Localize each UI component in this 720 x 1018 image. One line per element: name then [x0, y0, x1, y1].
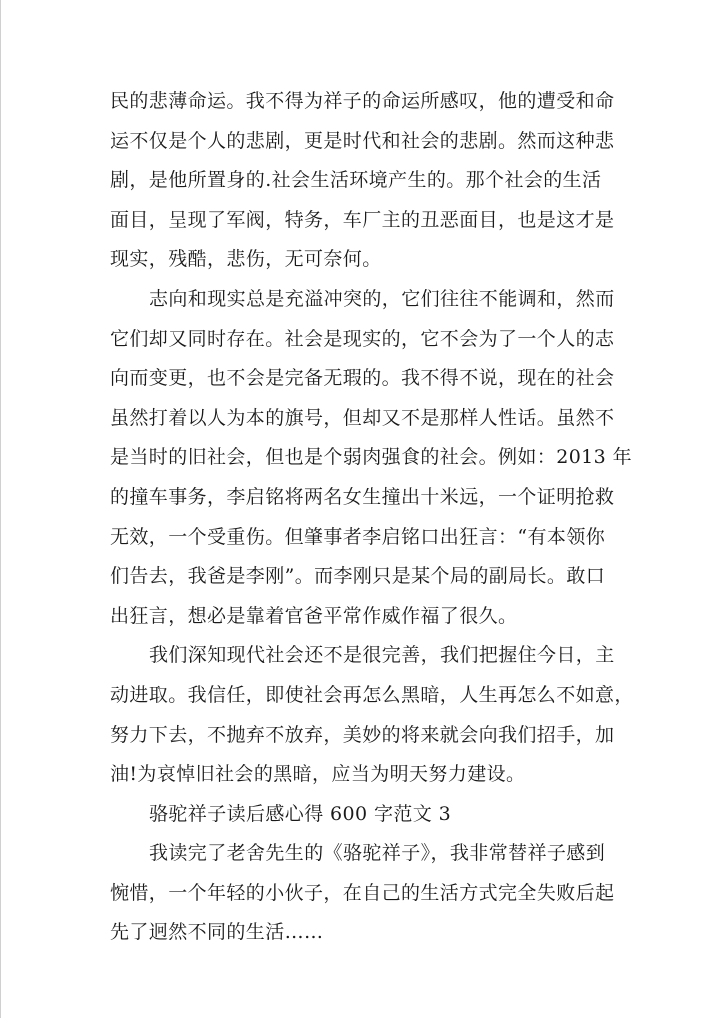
text-line: 先了迥然不同的生活…… [110, 921, 324, 944]
text-line: 油!为哀悼旧社会的黑暗，应当为明天努力建设。 [110, 763, 526, 786]
text-line: 是当时的旧社会，但也是个弱肉强食的社会。例如：2013 年 [110, 446, 632, 469]
paragraph-start-line: 我读完了老舍先生的《骆驼祥子》，我非常替祥子感到 [149, 842, 606, 865]
text-line: 出狂言，想必是靠着官爸平常作威作福了很久。 [110, 604, 518, 627]
text-line: 虽然打着以人为本的旗号，但却又不是那样人性话。虽然不 [110, 406, 615, 429]
text-line: 剧，是他所置身的.社会生活环境产生的。那个社会的生活 [110, 169, 602, 192]
paragraph-start-line: 志向和现实总是充溢冲突的，它们往往不能调和，然而 [149, 287, 615, 310]
text-line: 运不仅是个人的悲剧，更是时代和社会的悲剧。然而这种悲 [110, 129, 615, 152]
text-line: 它们却又同时存在。社会是现实的，它不会为了一个人的志 [110, 327, 615, 350]
text-line: 无效，一个受重伤。但肇事者李启铭口出狂言：“有本领你 [110, 525, 606, 548]
document-body [110, 82, 634, 953]
text-line: 动进取。我信任，即使社会再怎么黑暗，人生再怎么不如意， [110, 683, 634, 706]
text-line: 现实，残酷，悲伤，无可奈何。 [110, 248, 382, 271]
section-heading: 骆驼祥子读后感心得 600 字范文 3 [149, 802, 452, 825]
text-line: 惋惜，一个年轻的小伙子，在自己的生活方式完全失败后起 [110, 881, 615, 904]
paragraph-start-line: 我们深知现代社会还不是很完善，我们把握住今日，主 [149, 644, 615, 667]
text-line: 向而变更，也不会是完备无瑕的。我不得不说，现在的社会 [110, 367, 615, 390]
text-line: 努力下去，不抛弃不放弃，美妙的将来就会向我们招手，加 [110, 723, 615, 746]
text-line: 面目，呈现了军阀，特务，车厂主的丑恶面目，也是这才是 [110, 208, 615, 231]
text-line: 的撞车事务，李启铭将两名女生撞出十米远，一个证明抢救 [110, 485, 615, 508]
text-line: 们告去，我爸是李刚”。而李刚只是某个局的副局长。敢口 [110, 565, 606, 588]
text-line: 民的悲薄命运。我不得为祥子的命运所感叹，他的遭受和命 [110, 90, 615, 112]
